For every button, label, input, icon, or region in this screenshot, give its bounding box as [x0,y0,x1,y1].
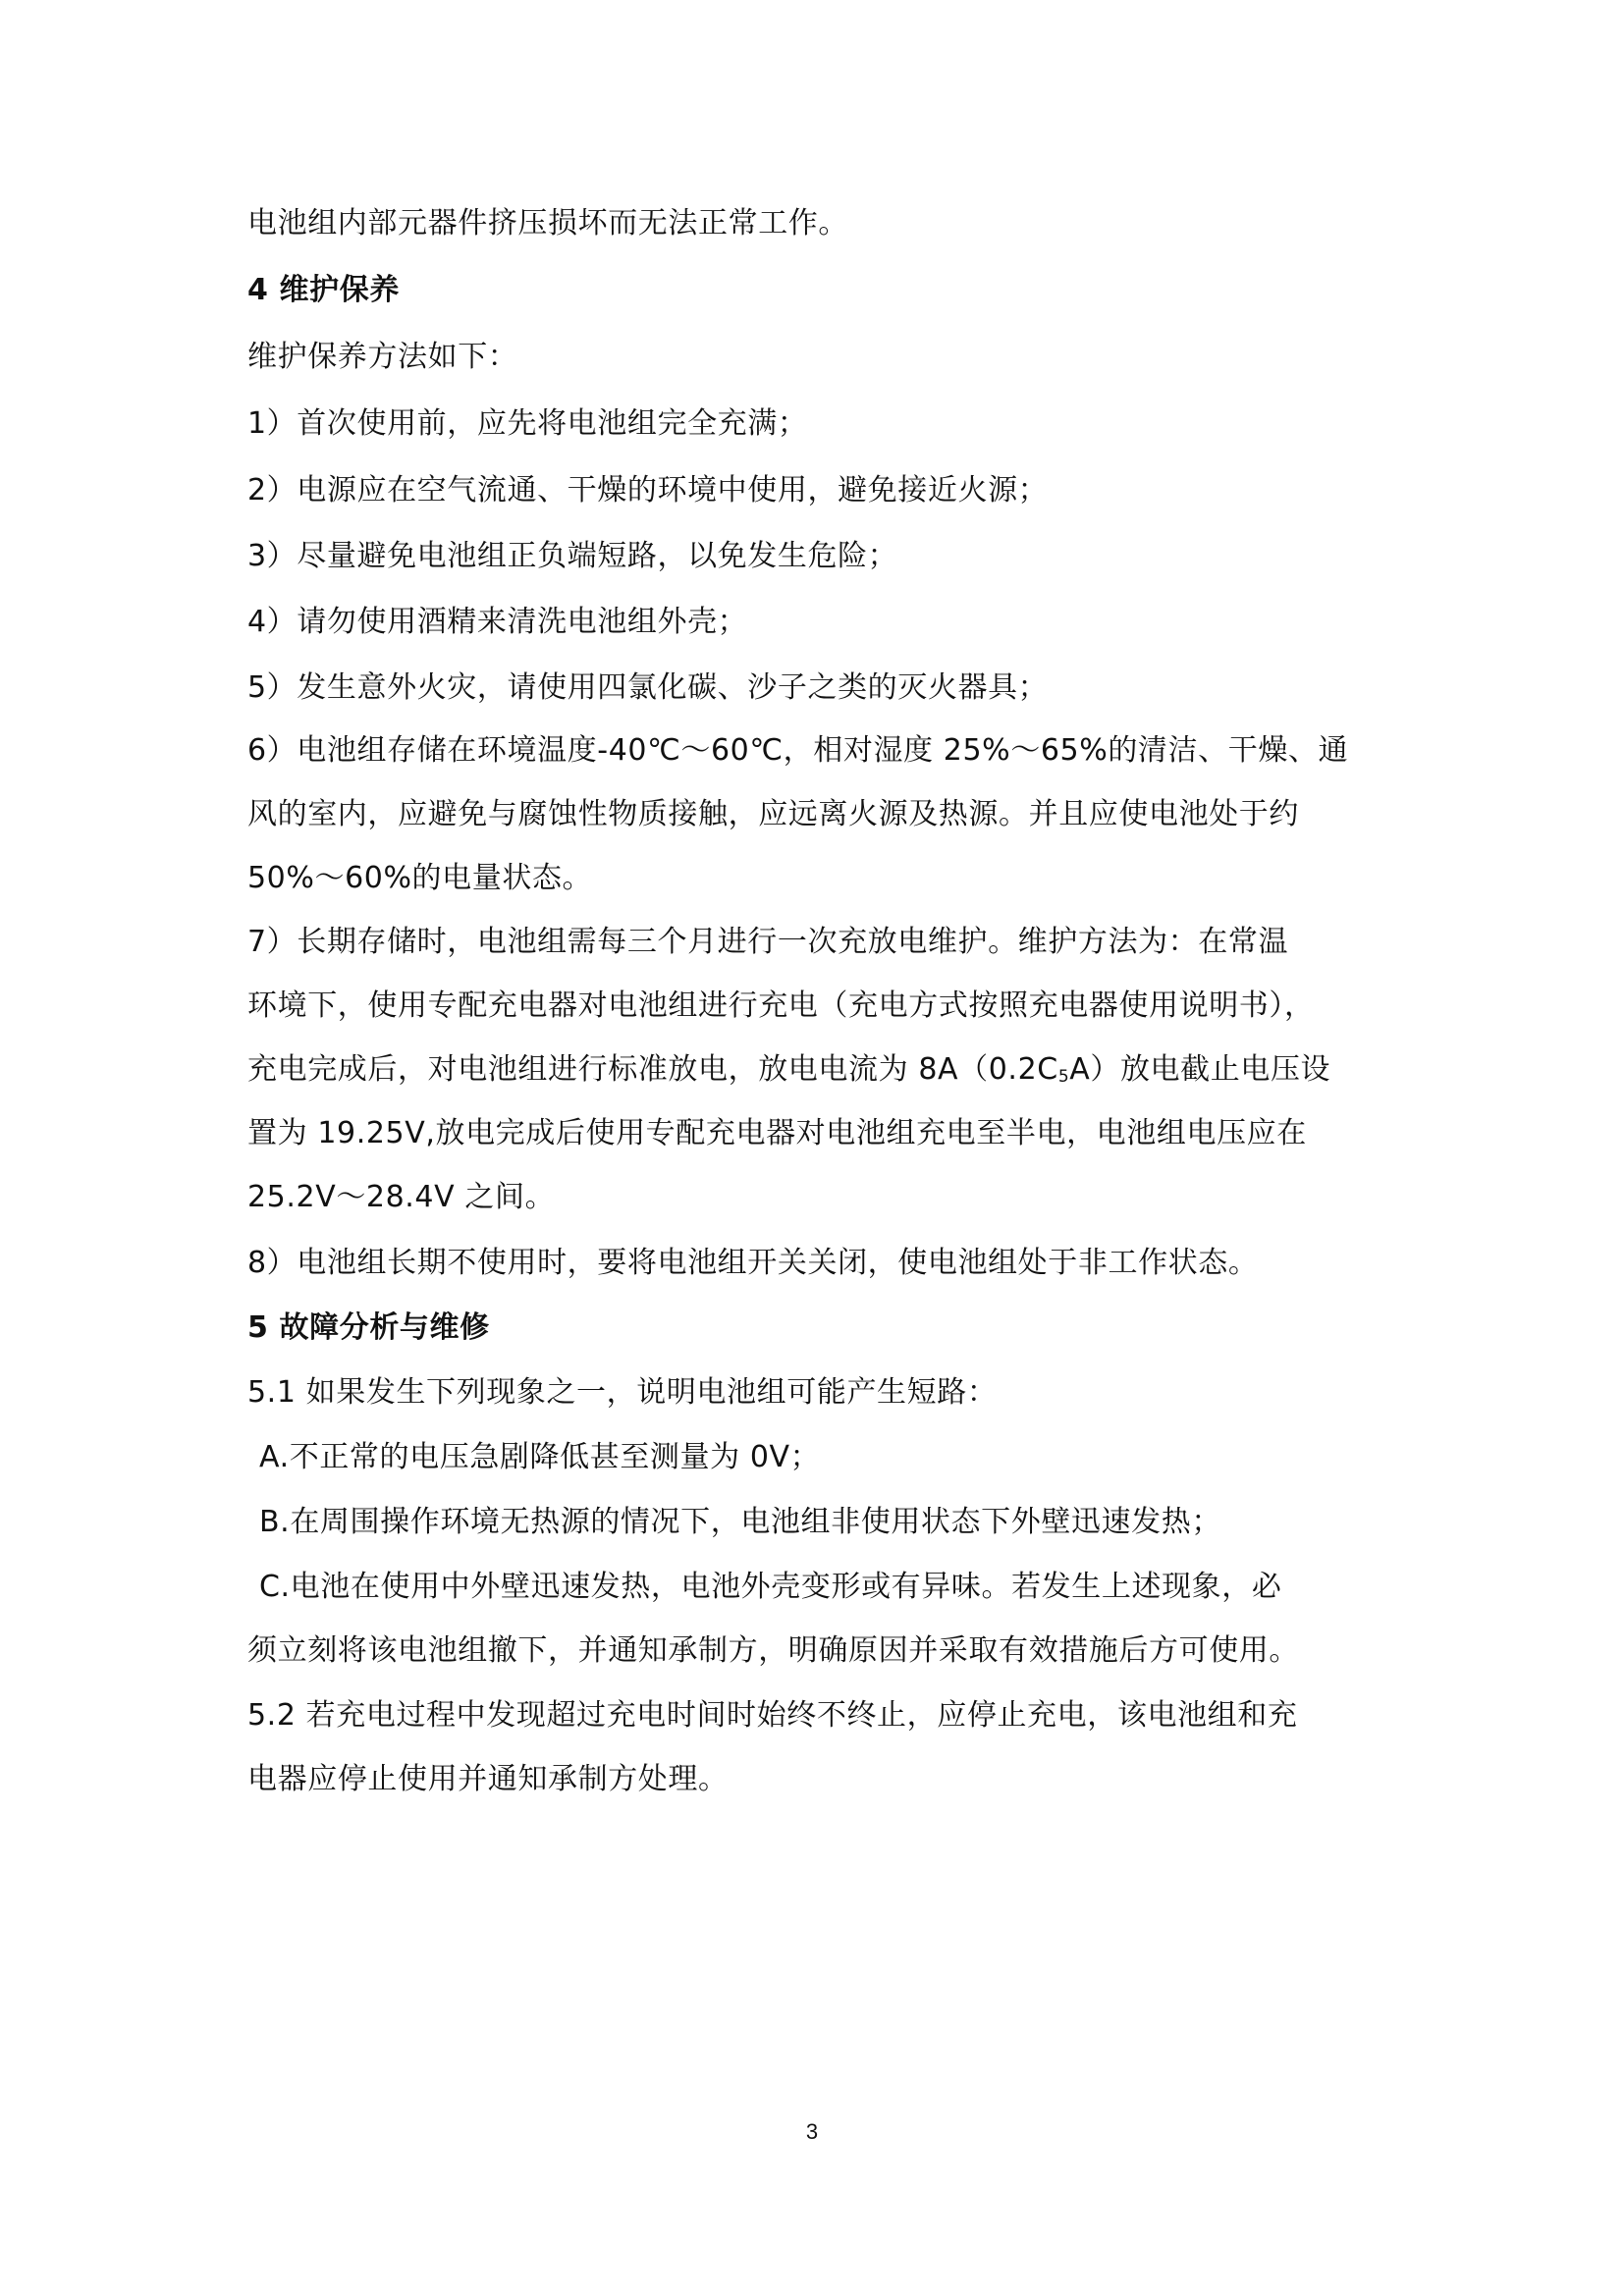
page-number: 3 [805,2119,819,2144]
list-item: 5）发生意外火灾，请使用四氯化碳、沙子之类的灭火器具； [247,670,1049,705]
list-item: 4）请勿使用酒精来清洗电池组外壳； [247,605,748,639]
list-item: 6）电池组存储在环境温度-40℃～60℃，相对湿度 25%～65%的清洁、干燥、通 [247,733,1349,768]
list-item: 7）长期存储时，电池组需每三个月进行一次充放电维护。维护方法为：在常温 [247,925,1289,959]
list-item: 3）尽量避免电池组正负端短路，以免发生危险； [247,539,898,573]
discharge-suffix: A）放电截止电压设 [1069,1052,1331,1087]
text-line-discharge [247,1050,1330,1090]
list-item: 1）首次使用前，应先将电池组完全充满； [247,406,808,441]
text-line: 风的室内，应避免与腐蚀性物质接触，应远离火源及热源。并且应使电池处于约 [247,797,1299,831]
section-heading-maintenance: 4 维护保养 [247,273,400,307]
text-line: 5.1 如果发生下列现象之一，说明电池组可能产生短路： [247,1375,998,1410]
text-line: 25.2V～28.4V 之间。 [247,1180,556,1214]
text-line: 置为 19.25V,放电完成后使用专配充电器对电池组充电至半电，电池组电压应在 [247,1116,1307,1150]
text-line: 50%～60%的电量状态。 [247,861,593,895]
text-line: 5.2 若充电过程中发现超过充电时间时始终不终止，应停止充电，该电池组和充 [247,1698,1298,1733]
list-item: A.不正常的电压急剧降低甚至测量为 0V； [259,1440,821,1474]
list-item: C.电池在使用中外壁迅速发热，电池外壳变形或有异味。若发生上述现象，必 [259,1570,1282,1604]
text-line: 电器应停止使用并通知承制方处理。 [247,1762,729,1796]
list-item: B.在周围操作环境无热源的情况下，电池组非使用状态下外壁迅速发热； [259,1505,1221,1539]
text-line: 维护保养方法如下： [247,340,518,374]
section-heading-fault-analysis: 5 故障分析与维修 [247,1310,490,1345]
text-line: 环境下，使用专配充电器对电池组进行充电（充电方式按照充电器使用说明书）， [247,988,1315,1023]
discharge-subscript: 5 [1057,1067,1070,1087]
discharge-prefix: 充电完成后，对电池组进行标准放电，放电电流为 8A（0.2C [247,1052,1058,1087]
text-line: 电池组内部元器件挤压损坏而无法正常工作。 [247,206,848,240]
list-item: 2）电源应在空气流通、干燥的环境中使用，避免接近火源； [247,473,1049,507]
text-line: 须立刻将该电池组撤下，并通知承制方，明确原因并采取有效措施后方可使用。 [247,1633,1299,1668]
list-item: 8）电池组长期不使用时，要将电池组开关关闭，使电池组处于非工作状态。 [247,1246,1259,1280]
